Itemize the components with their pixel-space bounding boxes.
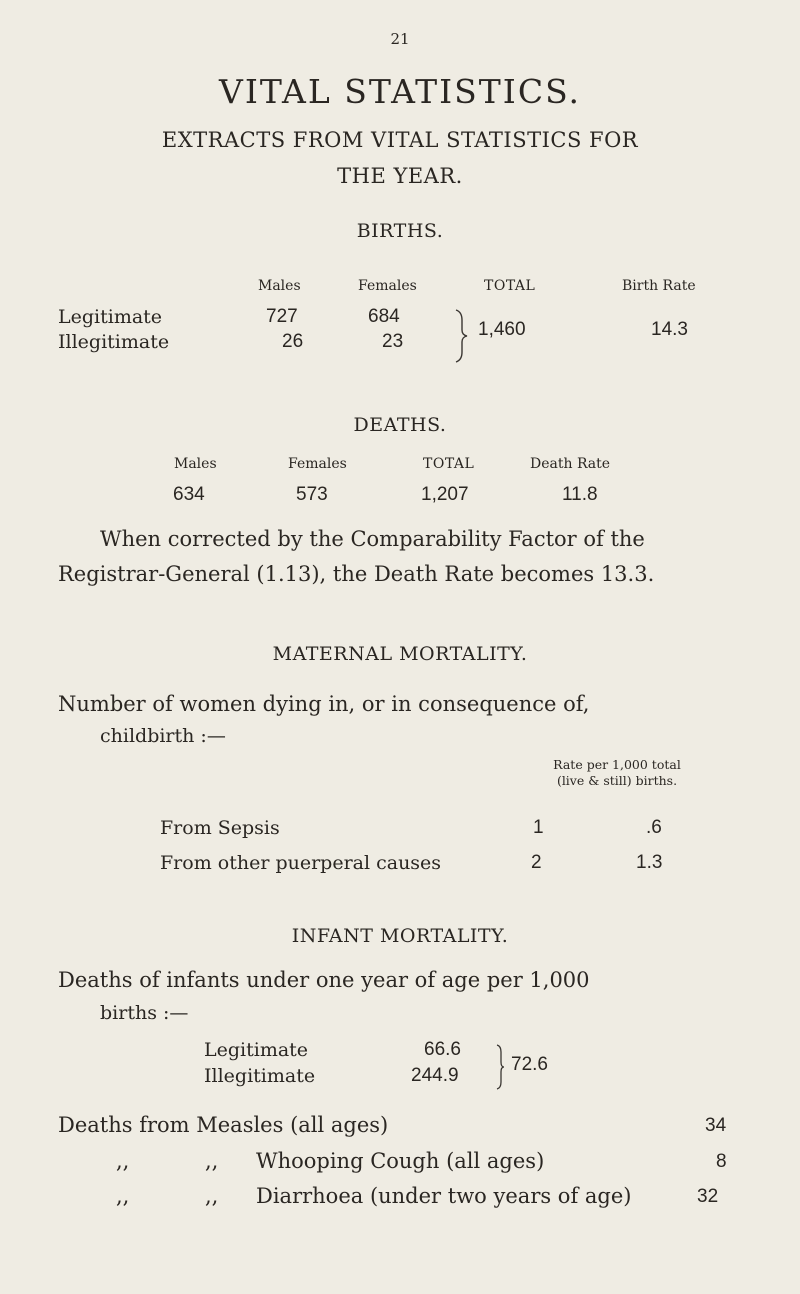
deaths-col-males: Males: [174, 456, 217, 472]
deaths-col-total: TOTAL: [423, 456, 475, 472]
births-row-legitimate-label: Legitimate: [58, 306, 163, 328]
births-row-legitimate-females: 684: [368, 306, 400, 327]
subtitle-line-1: EXTRACTS FROM VITAL STATISTICS FOR: [161, 128, 639, 152]
maternal-row-other-count: 2: [531, 852, 542, 873]
maternal-row-sepsis-count: 1: [533, 817, 544, 838]
page-title: VITAL STATISTICS.: [218, 72, 582, 111]
deaths-total: 1,207: [421, 484, 469, 505]
deaths-whooping-label: Whooping Cough (all ages): [256, 1149, 545, 1173]
page-number: 21: [390, 30, 410, 48]
births-col-total: TOTAL: [484, 278, 536, 294]
infant-intro-line-1: Deaths of infants under one year of age per 1,000: [58, 968, 590, 992]
deaths-whooping-ditto-1: ,,: [116, 1149, 130, 1173]
deaths-diarrhoea-value: 32: [697, 1186, 719, 1207]
infant-brace: [493, 1042, 507, 1092]
maternal-heading: MATERNAL MORTALITY.: [272, 643, 528, 665]
maternal-intro-line-1: Number of women dying in, or in consequence of,: [58, 692, 590, 716]
maternal-row-other-label: From other puerperal causes: [160, 852, 442, 874]
births-row-illegitimate-males: 26: [282, 331, 304, 352]
infant-combined: 72.6: [511, 1054, 548, 1075]
subtitle-line-2: THE YEAR.: [337, 164, 463, 188]
births-col-males: Males: [258, 278, 301, 294]
births-total: 1,460: [478, 319, 526, 340]
deaths-whooping-value: 8: [716, 1151, 727, 1172]
maternal-intro-line-2: childbirth :—: [100, 725, 226, 747]
infant-heading: INFANT MORTALITY.: [291, 925, 509, 947]
maternal-row-sepsis-rate: .6: [646, 817, 662, 838]
infant-row-illegitimate-value: 244.9: [411, 1065, 459, 1086]
deaths-heading: DEATHS.: [353, 414, 447, 436]
maternal-rate-header: Rate per 1,000 total (live & still) births.: [553, 757, 681, 788]
deaths-measles-label: Deaths from Measles (all ages): [58, 1113, 389, 1137]
births-row-illegitimate-females: 23: [382, 331, 404, 352]
births-rate: 14.3: [651, 319, 688, 340]
births-brace: [448, 306, 472, 364]
deaths-col-rate: Death Rate: [530, 456, 611, 472]
infant-intro-line-2: births :—: [100, 1002, 189, 1024]
births-col-females: Females: [358, 278, 417, 294]
deaths-diarrhoea-ditto-2: ,,: [205, 1184, 219, 1208]
deaths-whooping-ditto-2: ,,: [205, 1149, 219, 1173]
deaths-diarrhoea-label: Diarrhoea (under two years of age): [256, 1184, 632, 1208]
births-heading: BIRTHS.: [356, 220, 444, 242]
deaths-note-line-2: Registrar-General (1.13), the Death Rate becomes 13.3.: [58, 562, 655, 586]
deaths-females: 573: [296, 484, 328, 505]
infant-row-legitimate-value: 66.6: [424, 1039, 461, 1060]
deaths-measles-value: 34: [705, 1115, 727, 1136]
births-col-rate: Birth Rate: [622, 278, 696, 294]
deaths-diarrhoea-ditto-1: ,,: [116, 1184, 130, 1208]
maternal-row-other-rate: 1.3: [636, 852, 663, 873]
deaths-col-females: Females: [288, 456, 347, 472]
deaths-males: 634: [173, 484, 205, 505]
deaths-rate: 11.8: [562, 484, 598, 505]
deaths-note-line-1: When corrected by the Comparability Factor of the: [100, 527, 645, 551]
births-row-legitimate-males: 727: [266, 306, 298, 327]
births-row-illegitimate-label: Illegitimate: [58, 331, 170, 353]
maternal-row-sepsis-label: From Sepsis: [160, 817, 280, 839]
infant-row-illegitimate-label: Illegitimate: [204, 1065, 316, 1087]
subtitle: [0, 122, 800, 194]
infant-row-legitimate-label: Legitimate: [204, 1039, 309, 1061]
